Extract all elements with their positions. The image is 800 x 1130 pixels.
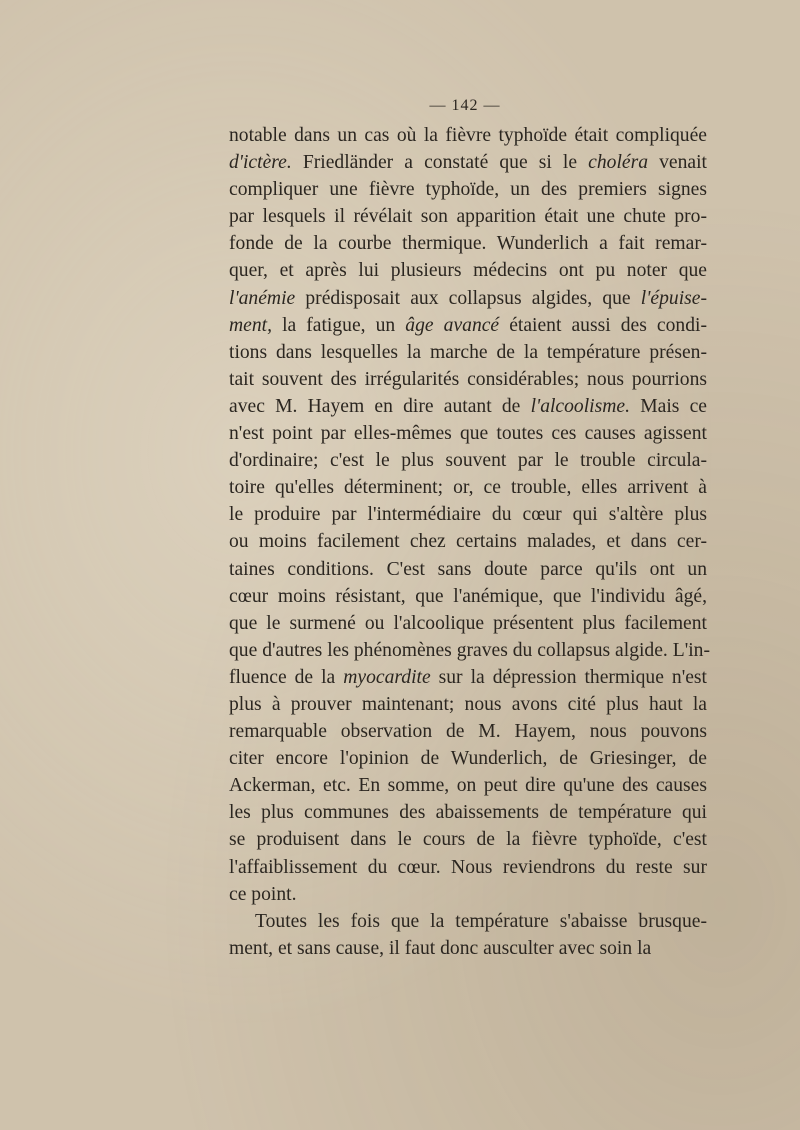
italic-segment: l'anémie xyxy=(229,287,296,309)
text-line xyxy=(229,745,707,772)
text-line xyxy=(229,664,707,691)
text-segment: taines conditions. C'est sans doute parce qu'ils ont un xyxy=(229,558,707,580)
italic-segment: choléra xyxy=(588,152,649,174)
text-line xyxy=(229,718,707,745)
text-line xyxy=(229,393,707,420)
text-segment: n'est point par elles-mêmes que toutes ces causes agissent xyxy=(229,423,707,445)
italic-segment: ment, xyxy=(229,314,272,336)
text-segment: toire qu'elles déterminent; or, ce trouble, elles arrivent à xyxy=(229,477,707,499)
text-segment: sur la dépression thermique n'est xyxy=(430,666,707,688)
text-line xyxy=(229,474,707,501)
text-line xyxy=(229,854,707,881)
text-segment: ou moins facilement chez certains malades, et dans cer- xyxy=(229,531,707,553)
text-segment: cœur moins résistant, que l'anémique, que l'individu âgé, xyxy=(229,585,707,607)
italic-segment: myocardite xyxy=(343,666,431,688)
text-segment: Ackerman, etc. En somme, on peut dire qu'une des causes xyxy=(229,775,707,797)
text-line xyxy=(229,772,707,799)
text-segment: venait xyxy=(648,152,708,174)
text-line xyxy=(229,230,707,257)
text-segment: d'ordinaire; c'est le plus souvent par le trouble circula- xyxy=(229,450,707,472)
body-text xyxy=(229,122,710,962)
text-line xyxy=(229,122,707,149)
text-segment: l'affaiblissement du cœur. Nous reviendrons du reste sur xyxy=(229,856,707,878)
text-segment: tait souvent des irrégularités considérables; nous pourrions xyxy=(229,368,707,390)
text-line xyxy=(229,691,707,718)
text-segment: se produisent dans le cours de la fièvre typhoïde, c'est xyxy=(229,829,707,851)
text-segment: notable dans un cas où la fièvre typhoïde était compliquée xyxy=(229,125,707,146)
text-line xyxy=(229,610,707,637)
text-line xyxy=(229,257,707,284)
text-segment: plus à prouver maintenant; nous avons cité plus haut la xyxy=(229,693,707,715)
text-line xyxy=(229,339,707,366)
text-line xyxy=(229,176,707,203)
text-segment: Toutes les fois que la température s'abaisse brusque- xyxy=(255,910,707,932)
italic-segment: âge avancé xyxy=(405,314,500,336)
text-line xyxy=(229,637,710,664)
text-line xyxy=(229,366,707,393)
text-segment: ce point. xyxy=(229,883,297,905)
text-line xyxy=(229,203,707,230)
text-segment: remarquable observation de M. Hayem, nous pouvons xyxy=(229,721,707,743)
text-segment: les plus communes des abaissements de température qui xyxy=(229,802,707,824)
text-line xyxy=(229,420,707,447)
text-segment: Friedländer a constaté que si le xyxy=(291,152,589,174)
text-segment: étaient aussi des condi- xyxy=(499,314,707,336)
text-line xyxy=(229,908,707,935)
text-segment: prédisposait aux collapsus algides, que xyxy=(295,287,641,309)
text-segment: avec M. Hayem en dire autant de xyxy=(229,395,531,417)
text-line xyxy=(229,285,707,312)
italic-segment: d'ictère. xyxy=(229,152,292,174)
text-line xyxy=(229,312,707,339)
text-segment: citer encore l'opinion de Wunderlich, de Griesinger, de xyxy=(229,748,707,770)
text-segment: que d'autres les phénomènes graves du collapsus algide. L'in- xyxy=(229,639,710,661)
italic-segment: l'alcoolisme. xyxy=(530,395,630,417)
text-line xyxy=(229,826,707,853)
text-line xyxy=(229,556,707,583)
text-segment: la fatigue, un xyxy=(272,314,406,336)
text-line xyxy=(229,881,707,908)
text-line xyxy=(229,799,707,826)
text-line xyxy=(229,149,707,176)
text-segment: quer, et après lui plusieurs médecins ont pu noter que xyxy=(229,260,707,282)
italic-segment: l'épuise- xyxy=(640,287,707,309)
text-line xyxy=(229,935,707,962)
text-segment: fluence de la xyxy=(229,666,344,688)
text-line xyxy=(229,447,707,474)
text-segment: le produire par l'intermédiaire du cœur qui s'altère plus xyxy=(229,504,707,526)
text-segment: tions dans lesquelles la marche de la température présen- xyxy=(229,341,707,363)
text-segment: ment, et sans cause, il faut donc ausculter avec soin la xyxy=(229,937,652,959)
text-line xyxy=(229,528,707,555)
text-segment: compliquer une fièvre typhoïde, un des premiers signes xyxy=(229,179,707,201)
text-line xyxy=(229,583,707,610)
text-segment: fonde de la courbe thermique. Wunderlich a fait remar- xyxy=(229,233,707,255)
text-segment: par lesquels il révélait son apparition était une chute pro- xyxy=(229,206,707,228)
page-number: — 142 — xyxy=(429,97,501,114)
text-line xyxy=(229,501,707,528)
text-segment: Mais ce xyxy=(630,395,707,417)
text-segment: que le surmené ou l'alcoolique présentent plus facilement xyxy=(229,612,707,634)
